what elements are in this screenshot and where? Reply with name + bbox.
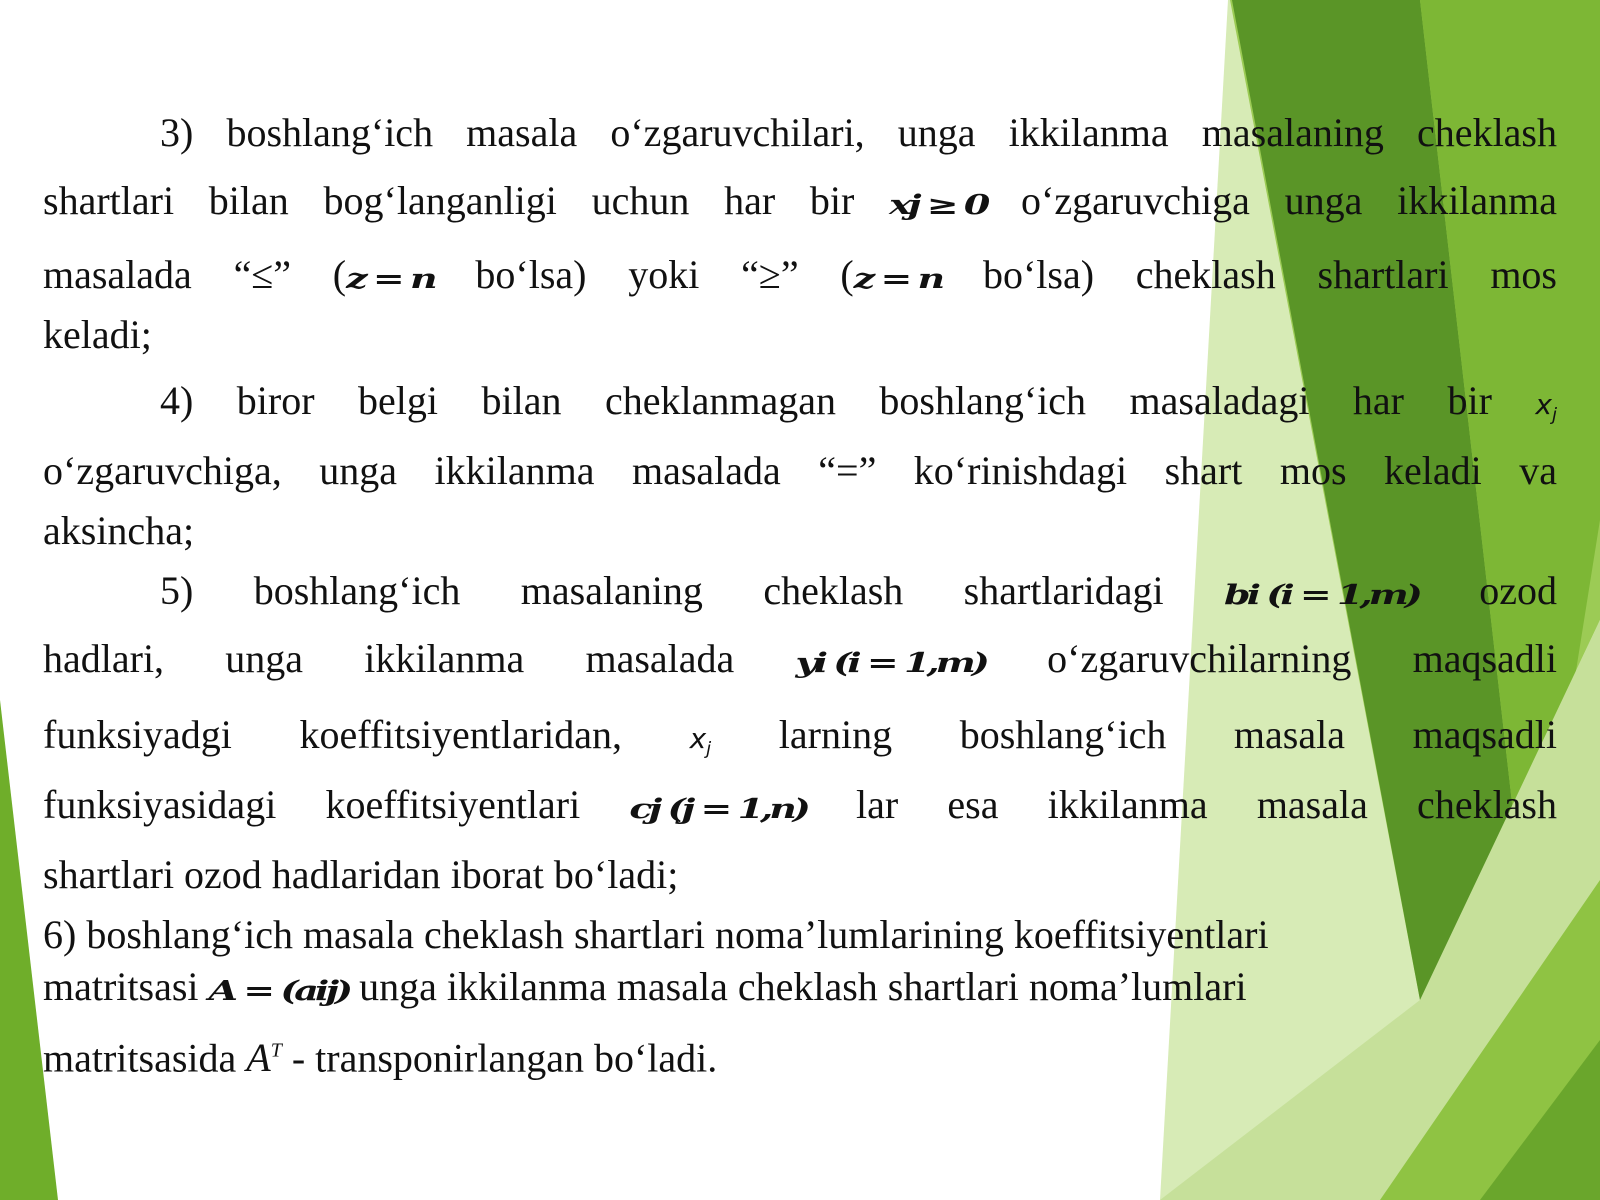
var-xj-1: $x_j$ <box>1535 388 1557 426</box>
var-a-transpose: $A^T$ <box>246 1035 282 1081</box>
p3-line-1 <box>160 110 1557 156</box>
p6-l2a: matritsasi <box>43 964 199 1009</box>
p3-line-2 <box>43 178 1557 228</box>
formula-yi: yi (i = 1,m) <box>795 646 986 679</box>
p3-l3a: masalada “≤” ( <box>43 252 347 297</box>
formula-cj: cj (j = 1,n) <box>629 792 807 825</box>
p3-line-4 <box>43 312 1557 358</box>
p4-line-3 <box>43 508 1557 554</box>
p6-l1: 6) boshlang‘ich masala cheklash shartlari noma’lumlarining koeffitsiyentlari <box>43 912 1269 957</box>
p6-line-2 <box>43 964 1557 1014</box>
p5-l2b: o‘zgaruvchilarning maqsadli <box>1047 636 1558 681</box>
formula-bi: bi (i = 1,m) <box>1224 578 1419 611</box>
p5-line-2 <box>43 636 1557 686</box>
p5-line-1 <box>160 568 1557 618</box>
p4-l1a: 4) biror belgi bilan cheklanmagan boshlang‘ich masaladagi har bir <box>160 378 1492 423</box>
p5-line-5 <box>43 852 1557 898</box>
p3-l3c: bo‘lsa) cheklash shartlari mos <box>982 252 1557 297</box>
p3-l4: keladi; <box>43 312 152 357</box>
p6-line-3 <box>43 1028 1557 1081</box>
p5-line-3 <box>43 712 1557 773</box>
p4-line-2 <box>43 448 1557 494</box>
p6-l3a: matritsasida <box>43 1035 237 1081</box>
p3-line-3 <box>43 252 1557 302</box>
p3-l3b: bo‘lsa) yoki “≥” ( <box>475 252 854 297</box>
var-xj-2: $x_j$ <box>689 722 712 760</box>
p4-l3: aksincha; <box>43 508 195 553</box>
formula-z-eq-n-2: z = n <box>853 262 942 295</box>
p3-l2b: o‘zgaruvchiga unga ikkilanma <box>1021 178 1558 223</box>
formula-xj-geq-0: xj ≥ 0 <box>889 188 987 221</box>
p5-l5: shartlari ozod hadlaridan iborat bo‘ladi; <box>43 852 679 897</box>
p3-l2a: shartlari bilan bog‘langanligi uchun har bir <box>43 178 855 223</box>
p6-line-1 <box>43 912 1557 958</box>
p5-l3b: larning boshlang‘ich masala maqsadli <box>778 712 1558 757</box>
p4-l2: o‘zgaruvchiga, unga ikkilanma masalada “=” ko‘rinishdagi shart mos keladi va <box>43 448 1557 493</box>
p6-l3b: - transponirlangan bo‘ladi. <box>291 1035 718 1081</box>
p5-l4a: funksiyasidagi koeffitsiyentlari <box>43 782 581 827</box>
p3-l1: 3) boshlang‘ich masala o‘zgaruvchilari, unga ikkilanma masalaning cheklash <box>160 110 1557 155</box>
p5-l1a: 5) boshlang‘ich masalaning cheklash shartlaridagi <box>160 568 1164 613</box>
formula-z-eq-n-1: z = n <box>346 262 434 295</box>
formula-a-aij: A = (aij) <box>208 974 350 1007</box>
p5-line-4 <box>43 782 1557 832</box>
p4-line-1 <box>160 378 1557 439</box>
p5-l4b: lar esa ikkilanma masala cheklash <box>856 782 1557 827</box>
p5-l1b: ozod <box>1479 568 1557 613</box>
p5-l2a: hadlari, unga ikkilanma masalada <box>43 636 735 681</box>
p5-l3a: funksiyadgi koeffitsiyentlaridan, <box>43 712 622 757</box>
p6-l2b: unga ikkilanma masala cheklash shartlari noma’lumlari <box>359 964 1247 1009</box>
